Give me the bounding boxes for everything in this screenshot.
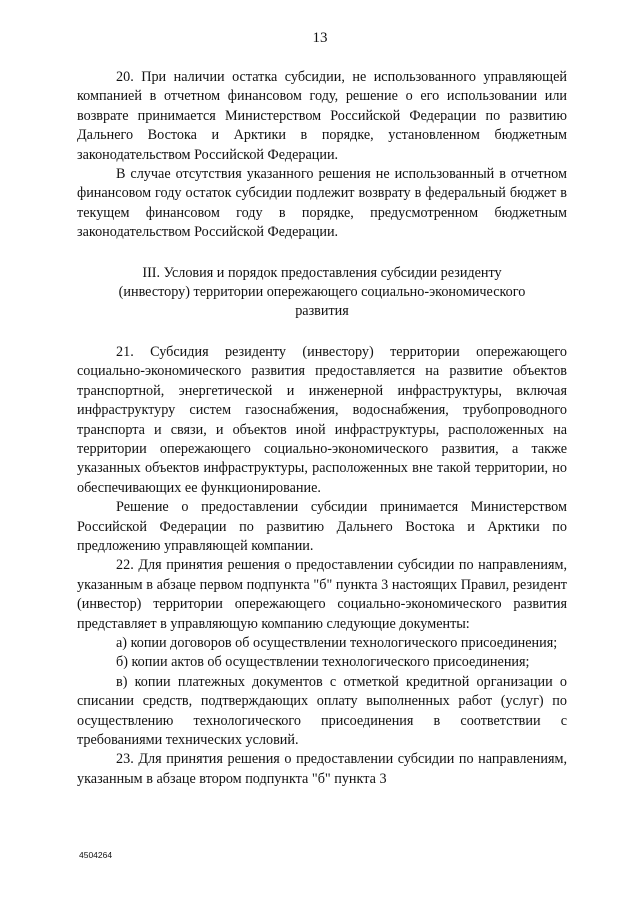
paragraph-23: 23. Для принятия решения о предоставлении субсидии по направлениям, указанным в абзаце втором подпункта "б" пункта 3 <box>77 751 567 787</box>
paragraph-22: 22. Для принятия решения о предоставлении субсидии по направлениям, указанным в абзаце первом подпункта "б" пункта 3 настоящих Правил, резидент (инвестор) территории опережающего социально-экономического развития представляет в управляющую компанию следующие документы: <box>77 557 567 632</box>
list-item-v: в) копии платежных документов с отметкой кредитной организации о списании средств, подтверждающих оплату выполненных работ (услуг) по осуществлению технологического присоединения в соответствии с требованиями технических условий. <box>77 673 567 748</box>
list-item-a: а) копии договоров об осуществлении технологического присоединения; <box>116 634 558 651</box>
paragraph-21: 21. Субсидия резиденту (инвестору) территории опережающего социально-экономического развития предоставляется на развитие объектов транспортной, энергетической и инженерной инфраструктуры, включая инфраструктуру систем газоснабжения, водоснабжения, трубопроводного транспорта и связи, и объектов иной инфраструктуры, расположенных на территории опережающего социально-экономического развития, а также указанных объектов инфраструктуры, расположенных вне такой территории, но обеспечивающих ее функционирование. <box>77 343 567 496</box>
section-heading: III. Условия и порядок предоставления субсидии резиденту (инвестору) территории опережающего социально-экономического развития <box>118 264 526 320</box>
paragraph-21-decision: Решение о предоставлении субсидии принимается Министерством Российской Федерации по развитию Дальнего Востока и Арктики по предложению управляющей компании. <box>77 499 567 554</box>
document-body <box>77 68 567 789</box>
list-item-b: б) копии актов об осуществлении технологического присоединения; <box>116 654 530 671</box>
paragraph-20-continued: В случае отсутствия указанного решения не использованный в отчетном финансовом году остаток субсидии подлежит возврату в федеральный бюджет в текущем финансовом году в порядке, предусмотренном бюджетным законодательством Российской Федерации. <box>77 166 567 241</box>
page-number: 13 <box>312 30 328 46</box>
document-code: 4504264 <box>79 850 113 860</box>
paragraph-20: 20. При наличии остатка субсидии, не использованного управляющей компанией в отчетном финансовом году, решение о его использовании или возврате принимается Министерством Российской Федерации по развитию Дальнего Востока и Арктики в порядке, установленном бюджетным законодательством Российской Федерации. <box>77 69 567 163</box>
